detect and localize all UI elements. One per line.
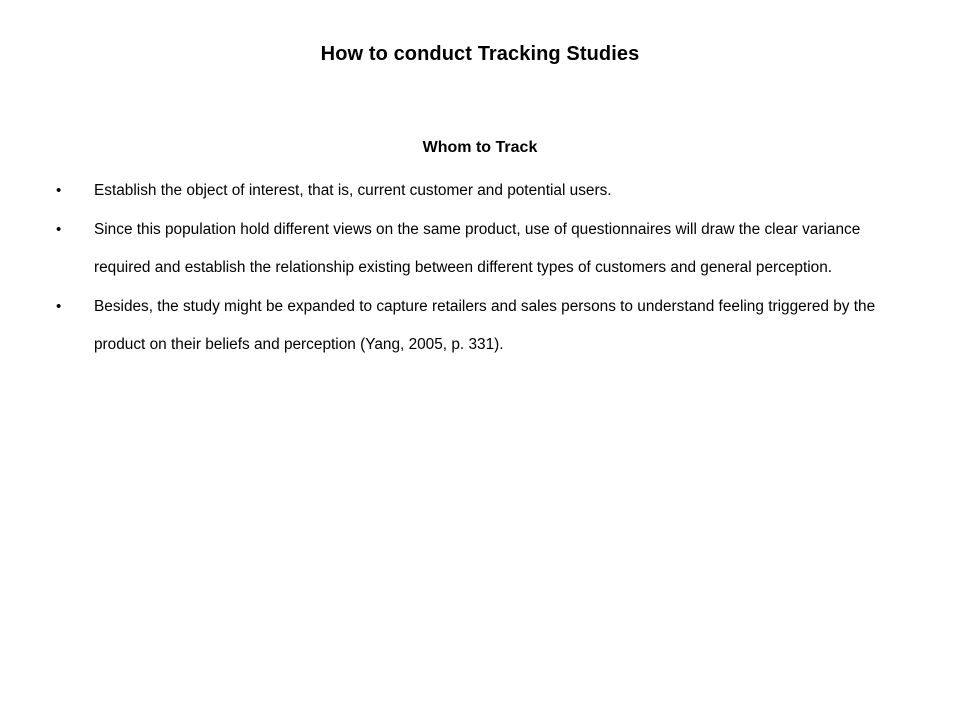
page-title: How to conduct Tracking Studies <box>320 43 640 65</box>
list-item <box>0 211 960 288</box>
section-heading: Whom to Track <box>422 139 538 156</box>
bullet-list <box>0 172 960 365</box>
list-item <box>0 288 960 365</box>
bullet-icon: • <box>56 182 62 199</box>
list-item-text: Establish the object of interest, that is, current customer and potential users. <box>94 182 612 199</box>
list-item <box>0 172 960 211</box>
list-item-text: Since this population hold different views on the same product, use of questionnaires will draw the clear variance required and establish the relationship existing between different types of customers and general perception. <box>94 220 861 276</box>
bullet-icon: • <box>56 297 62 315</box>
bullet-icon: • <box>56 220 62 238</box>
list-item-text: Besides, the study might be expanded to capture retailers and sales persons to understand feeling triggered by the product on their beliefs and perception (Yang, 2005, p. 331). <box>94 297 876 353</box>
